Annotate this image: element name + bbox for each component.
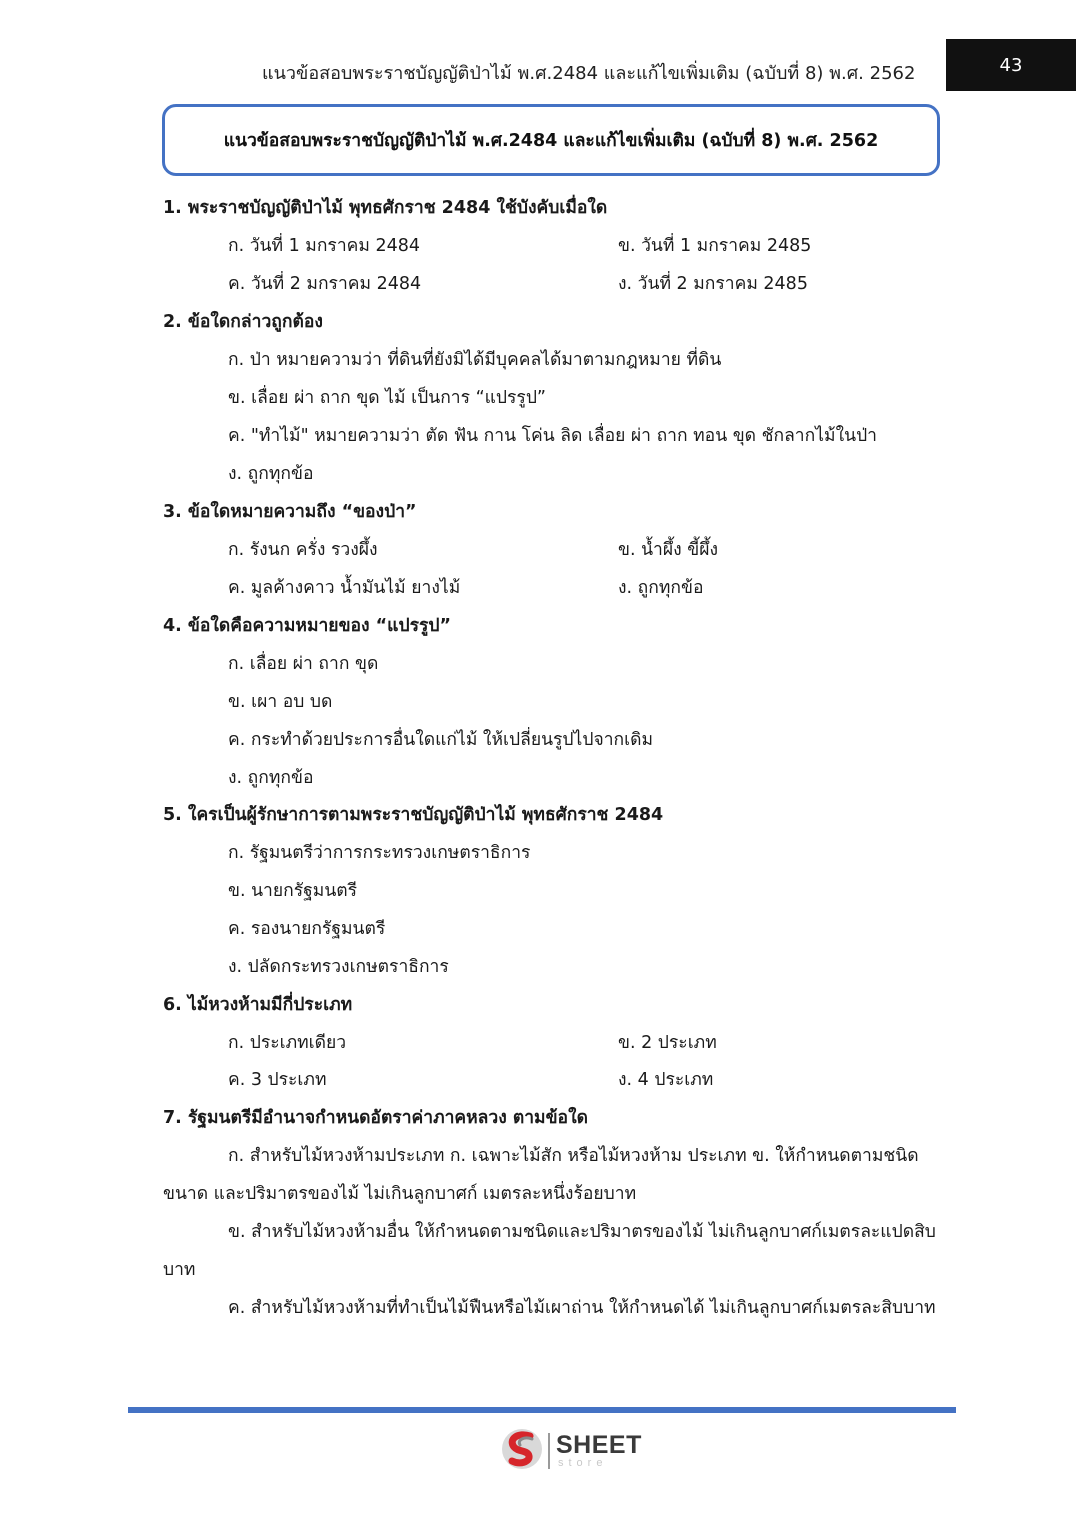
question-7: 7. รัฐมนตรีมีอำนาจกำหนดอัตราค่าภาคหลวง ตามข้อใด: [163, 1108, 588, 1128]
section-title-box: แนวข้อสอบพระราชบัญญัติป่าไม้ พ.ศ.2484 และแก้ไขเพิ่มเติม (ฉบับที่ 8) พ.ศ. 2562: [162, 104, 940, 176]
question-1-option-a: ก. วันที่ 1 มกราคม 2484: [228, 236, 421, 256]
question-2-option-c: ค. "ทำไม้" หมายความว่า ตัด ฟัน กาน โค่น ลิด เลื่อย ผ่า ถาก ทอน ขุด ชักลากไม้ในป่า: [228, 426, 878, 446]
question-6-option-a: ก. ประเภทเดียว: [228, 1033, 347, 1053]
question-5-option-c: ค. รองนายกรัฐมนตรี: [228, 919, 386, 939]
question-1-option-b: ข. วันที่ 1 มกราคม 2485: [618, 236, 812, 256]
question-7-option-c: ค. สำหรับไม้หวงห้ามที่ทำเป็นไม้ฟืนหรือไม้เผาถ่าน ให้กำหนดได้ ไม่เกินลูกบาศก์เมตรละสิบบาท: [228, 1298, 936, 1318]
question-2-option-a: ก. ป่า หมายความว่า ที่ดินที่ยังมิได้มีบุคคลได้มาตามกฎหมาย ที่ดิน: [228, 350, 722, 370]
footer-rule: [128, 1407, 956, 1413]
question-4-option-d: ง. ถูกทุกข้อ: [228, 768, 314, 788]
question-3: 3. ข้อใดหมายความถึง “ของป่า”: [163, 502, 417, 522]
question-7-option-a: ก. สำหรับไม้หวงห้ามประเภท ก. เฉพาะไม้สัก หรือไม้หวงห้าม ประเภท ข. ให้กำหนดตามชนิด: [228, 1146, 919, 1166]
question-5-option-d: ง. ปลัดกระทรวงเกษตราธิการ: [228, 957, 449, 977]
question-4-option-a: ก. เลื่อย ผ่า ถาก ขุด: [228, 654, 379, 674]
logo-subtext: store: [558, 1457, 608, 1469]
question-7-option-a-continued: ขนาด และปริมาตรของไม้ ไม่เกินลูกบาศก์ เมตรละหนึ่งร้อยบาท: [163, 1184, 637, 1204]
question-2: 2. ข้อใดกล่าวถูกต้อง: [163, 312, 323, 332]
question-3-option-c: ค. มูลค้างคาว น้ำมันไม้ ยางไม้: [228, 578, 461, 598]
question-2-option-d: ง. ถูกทุกข้อ: [228, 464, 314, 484]
question-3-option-d: ง. ถูกทุกข้อ: [618, 578, 704, 598]
logo-text: SHEET: [556, 1431, 642, 1459]
question-4-option-b: ข. เผา อบ บด: [228, 692, 333, 712]
question-6: 6. ไม้หวงห้ามมีกี่ประเภท: [163, 995, 353, 1015]
question-7-option-b: ข. สำหรับไม้หวงห้ามอื่น ให้กำหนดตามชนิดและปริมาตรของไม้ ไม่เกินลูกบาศก์เมตรละแปดสิบ: [228, 1222, 936, 1242]
question-4-option-c: ค. กระทำด้วยประการอื่นใดแก่ไม้ ให้เปลี่ยนรูปไปจากเดิม: [228, 730, 654, 750]
question-5-option-b: ข. นายกรัฐมนตรี: [228, 881, 358, 901]
question-1: 1. พระราชบัญญัติป่าไม้ พุทธศักราช 2484 ใช้บังคับเมื่อใด: [163, 198, 608, 218]
question-6-option-d: ง. 4 ประเภท: [618, 1070, 714, 1090]
question-1-option-c: ค. วันที่ 2 มกราคม 2484: [228, 274, 422, 294]
question-3-option-a: ก. รังนก ครั่ง รวงผึ้ง: [228, 540, 378, 560]
question-6-option-c: ค. 3 ประเภท: [228, 1070, 327, 1090]
question-5-option-a: ก. รัฐมนตรีว่าการกระทรวงเกษตราธิการ: [228, 843, 531, 863]
page-number: 43: [946, 39, 1076, 91]
question-6-option-b: ข. 2 ประเภท: [618, 1033, 717, 1053]
question-1-option-d: ง. วันที่ 2 มกราคม 2485: [618, 274, 808, 294]
question-2-option-b: ข. เลื่อย ผ่า ถาก ขุด ไม้ เป็นการ “แปรรูป”: [228, 388, 546, 408]
question-3-option-b: ข. น้ำผึ้ง ขี้ผึ้ง: [618, 540, 719, 560]
question-4: 4. ข้อใดคือความหมายของ “แปรรูป”: [163, 616, 451, 636]
header-title: แนวข้อสอบพระราชบัญญัติป่าไม้ พ.ศ.2484 และแก้ไขเพิ่มเติม (ฉบับที่ 8) พ.ศ. 2562: [262, 63, 916, 84]
question-5: 5. ใครเป็นผู้รักษาการตามพระราชบัญญัติป่าไม้ พุทธศักราช 2484: [163, 805, 664, 825]
logo-divider: [548, 1433, 550, 1469]
question-7-option-b-continued: บาท: [163, 1260, 196, 1280]
